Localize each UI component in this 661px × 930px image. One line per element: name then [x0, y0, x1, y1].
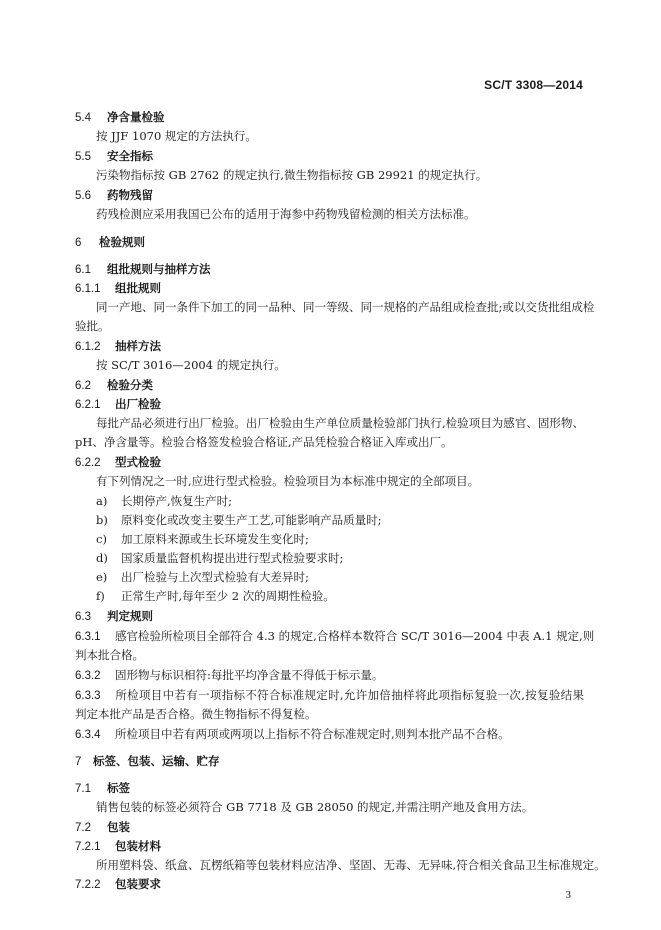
- section-number: 6.2.2: [75, 457, 101, 469]
- section-title: 抽样方法: [115, 339, 161, 353]
- section-5-4-heading: [75, 110, 165, 125]
- section-6-1-heading: [75, 262, 211, 277]
- section-title: 包装材料: [115, 839, 161, 853]
- section-6-2-2-intro: 有下列情况之一时,应进行型式检验。检验项目为本标准中规定的全部项目。: [96, 474, 480, 488]
- section-number: 6.3.4: [75, 729, 101, 741]
- section-6-2-1-text-line2: pH、净含量等。检验合格签发检验合格证,产品凭检验合格证入库或出厂。: [75, 435, 453, 449]
- section-6-3-4-text: [75, 727, 510, 742]
- section-title: 安全指标: [107, 149, 153, 163]
- list-text: 长期停产,恢复生产时;: [121, 494, 233, 508]
- section-number: 6.2: [75, 380, 91, 392]
- section-7-1-text: 销售包装的标签必须符合 GB 7718 及 GB 28050 的规定,并需注明产地及食用方法。: [96, 800, 534, 814]
- chapter-7-heading: [75, 754, 220, 769]
- section-title: 净含量检验: [107, 110, 165, 124]
- list-marker: a): [96, 494, 108, 508]
- section-text: 感官检验所检项目全部符合 4.3 的规定,合格样本数符合 SC/T 3016—2004 中表 A.1 规定,则: [115, 629, 595, 643]
- section-6-3-1-line1: [75, 629, 595, 644]
- list-item: [96, 589, 335, 603]
- section-title: 标签: [107, 781, 130, 795]
- section-6-3-3-line1: [75, 688, 584, 703]
- section-5-6-heading: [75, 188, 153, 203]
- list-item: [96, 570, 309, 584]
- section-title: 判定规则: [107, 609, 153, 623]
- chapter-number: 7: [75, 756, 82, 768]
- section-number: 6.1: [75, 264, 91, 276]
- section-title: 包装: [107, 820, 130, 834]
- list-item: [96, 494, 232, 508]
- section-text: 所检项目中若有一项指标不符合标准规定时,允许加倍抽样将此项指标复验一次,按复验结果: [115, 688, 584, 702]
- section-title: 包装要求: [115, 877, 161, 891]
- section-7-2-1-text: 所用塑料袋、纸盒、瓦楞纸箱等包装材料应洁净、坚固、无毒、无异味,符合相关食品卫生标准规定。: [96, 858, 606, 872]
- section-title: 型式检验: [115, 455, 161, 469]
- section-7-1-heading: [75, 781, 130, 796]
- section-number: 7.2.1: [75, 841, 101, 853]
- section-text: 固形物与标识相符:每批平均净含量不得低于标示量。: [115, 668, 384, 682]
- section-number: 6.2.1: [75, 399, 101, 411]
- section-number: 6.3: [75, 611, 91, 623]
- section-6-3-3-line2: 判定本批产品是否合格。微生物指标不得复检。: [75, 707, 317, 721]
- section-6-2-1-text-line1: 每批产品必须进行出厂检验。出厂检验由生产单位质量检验部门执行,检验项目为感官、固形物、: [96, 416, 584, 430]
- section-7-2-1-heading: [75, 839, 161, 854]
- section-number: 5.4: [75, 112, 91, 124]
- list-item: [96, 551, 343, 565]
- list-marker: d): [96, 551, 108, 565]
- list-item: [96, 532, 309, 546]
- section-number: 6.3.1: [75, 631, 101, 643]
- page-number: 3: [565, 889, 571, 901]
- section-5-5-text: 污染物指标按 GB 2762 的规定执行,微生物指标按 GB 29921 的规定执行。: [96, 168, 488, 182]
- standard-code-header: SC/T 3308—2014: [484, 78, 583, 92]
- section-6-1-2-heading: [75, 339, 161, 354]
- section-title: 出厂检验: [115, 397, 161, 411]
- list-marker: b): [96, 513, 108, 527]
- section-title: 药物残留: [107, 188, 153, 202]
- list-marker: f): [96, 589, 105, 603]
- list-text: 国家质量监督机构提出进行型式检验要求时;: [121, 551, 344, 565]
- section-number: 6.1.1: [75, 283, 101, 295]
- list-item: [96, 513, 382, 527]
- section-5-5-heading: [75, 149, 153, 164]
- section-6-2-heading: [75, 378, 153, 393]
- list-marker: e): [96, 570, 108, 584]
- list-text: 出厂检验与上次型式检验有大差异时;: [121, 570, 309, 584]
- section-number: 6.3.2: [75, 670, 101, 682]
- section-6-1-1-heading: [75, 281, 161, 296]
- section-5-6-text: 药残检测应采用我国已公布的适用于海参中药物残留检测的相关方法标准。: [96, 207, 476, 221]
- section-6-3-heading: [75, 609, 153, 624]
- section-title: 组批规则与抽样方法: [107, 262, 211, 276]
- section-text: 所检项目中若有两项或两项以上指标不符合标准规定时,则判本批产品不合格。: [115, 727, 510, 741]
- chapter-title: 检验规则: [99, 235, 145, 249]
- chapter-6-heading: [75, 235, 145, 250]
- section-7-2-heading: [75, 820, 130, 835]
- list-text: 原料变化或改变主要生产工艺,可能影响产品质量时;: [121, 513, 382, 527]
- section-number: 6.1.2: [75, 341, 101, 353]
- section-number: 5.5: [75, 151, 91, 163]
- section-number: 5.6: [75, 190, 91, 202]
- chapter-number: 6: [75, 237, 82, 249]
- section-5-4-text: 按 JJF 1070 规定的方法执行。: [96, 129, 257, 143]
- section-title: 检验分类: [107, 378, 153, 392]
- section-6-2-1-heading: [75, 397, 161, 412]
- section-6-1-1-text-line2: 验批。: [75, 319, 110, 333]
- section-6-3-2-text: [75, 668, 383, 683]
- section-title: 组批规则: [115, 281, 161, 295]
- section-number: 7.2.2: [75, 879, 101, 891]
- chapter-title: 标签、包装、运输、贮存: [93, 754, 220, 768]
- section-6-1-2-text: 按 SC/T 3016—2004 的规定执行。: [96, 358, 286, 372]
- section-6-2-2-heading: [75, 455, 161, 470]
- section-number: 7.2: [75, 822, 91, 834]
- section-number: 6.3.3: [75, 690, 101, 702]
- list-text: 加工原料来源或生长环境发生变化时;: [121, 532, 309, 546]
- section-6-3-1-line2: 判本批合格。: [75, 648, 144, 662]
- list-text: 正常生产时,每年至少 2 次的周期性检验。: [121, 589, 335, 603]
- section-6-1-1-text-line1: 同一产地、同一条件下加工的同一品种、同一等级、同一规格的产品组成检查批;或以交货批组成检: [96, 300, 595, 314]
- section-number: 7.1: [75, 783, 91, 795]
- list-marker: c): [96, 532, 107, 546]
- section-7-2-2-heading: [75, 877, 161, 892]
